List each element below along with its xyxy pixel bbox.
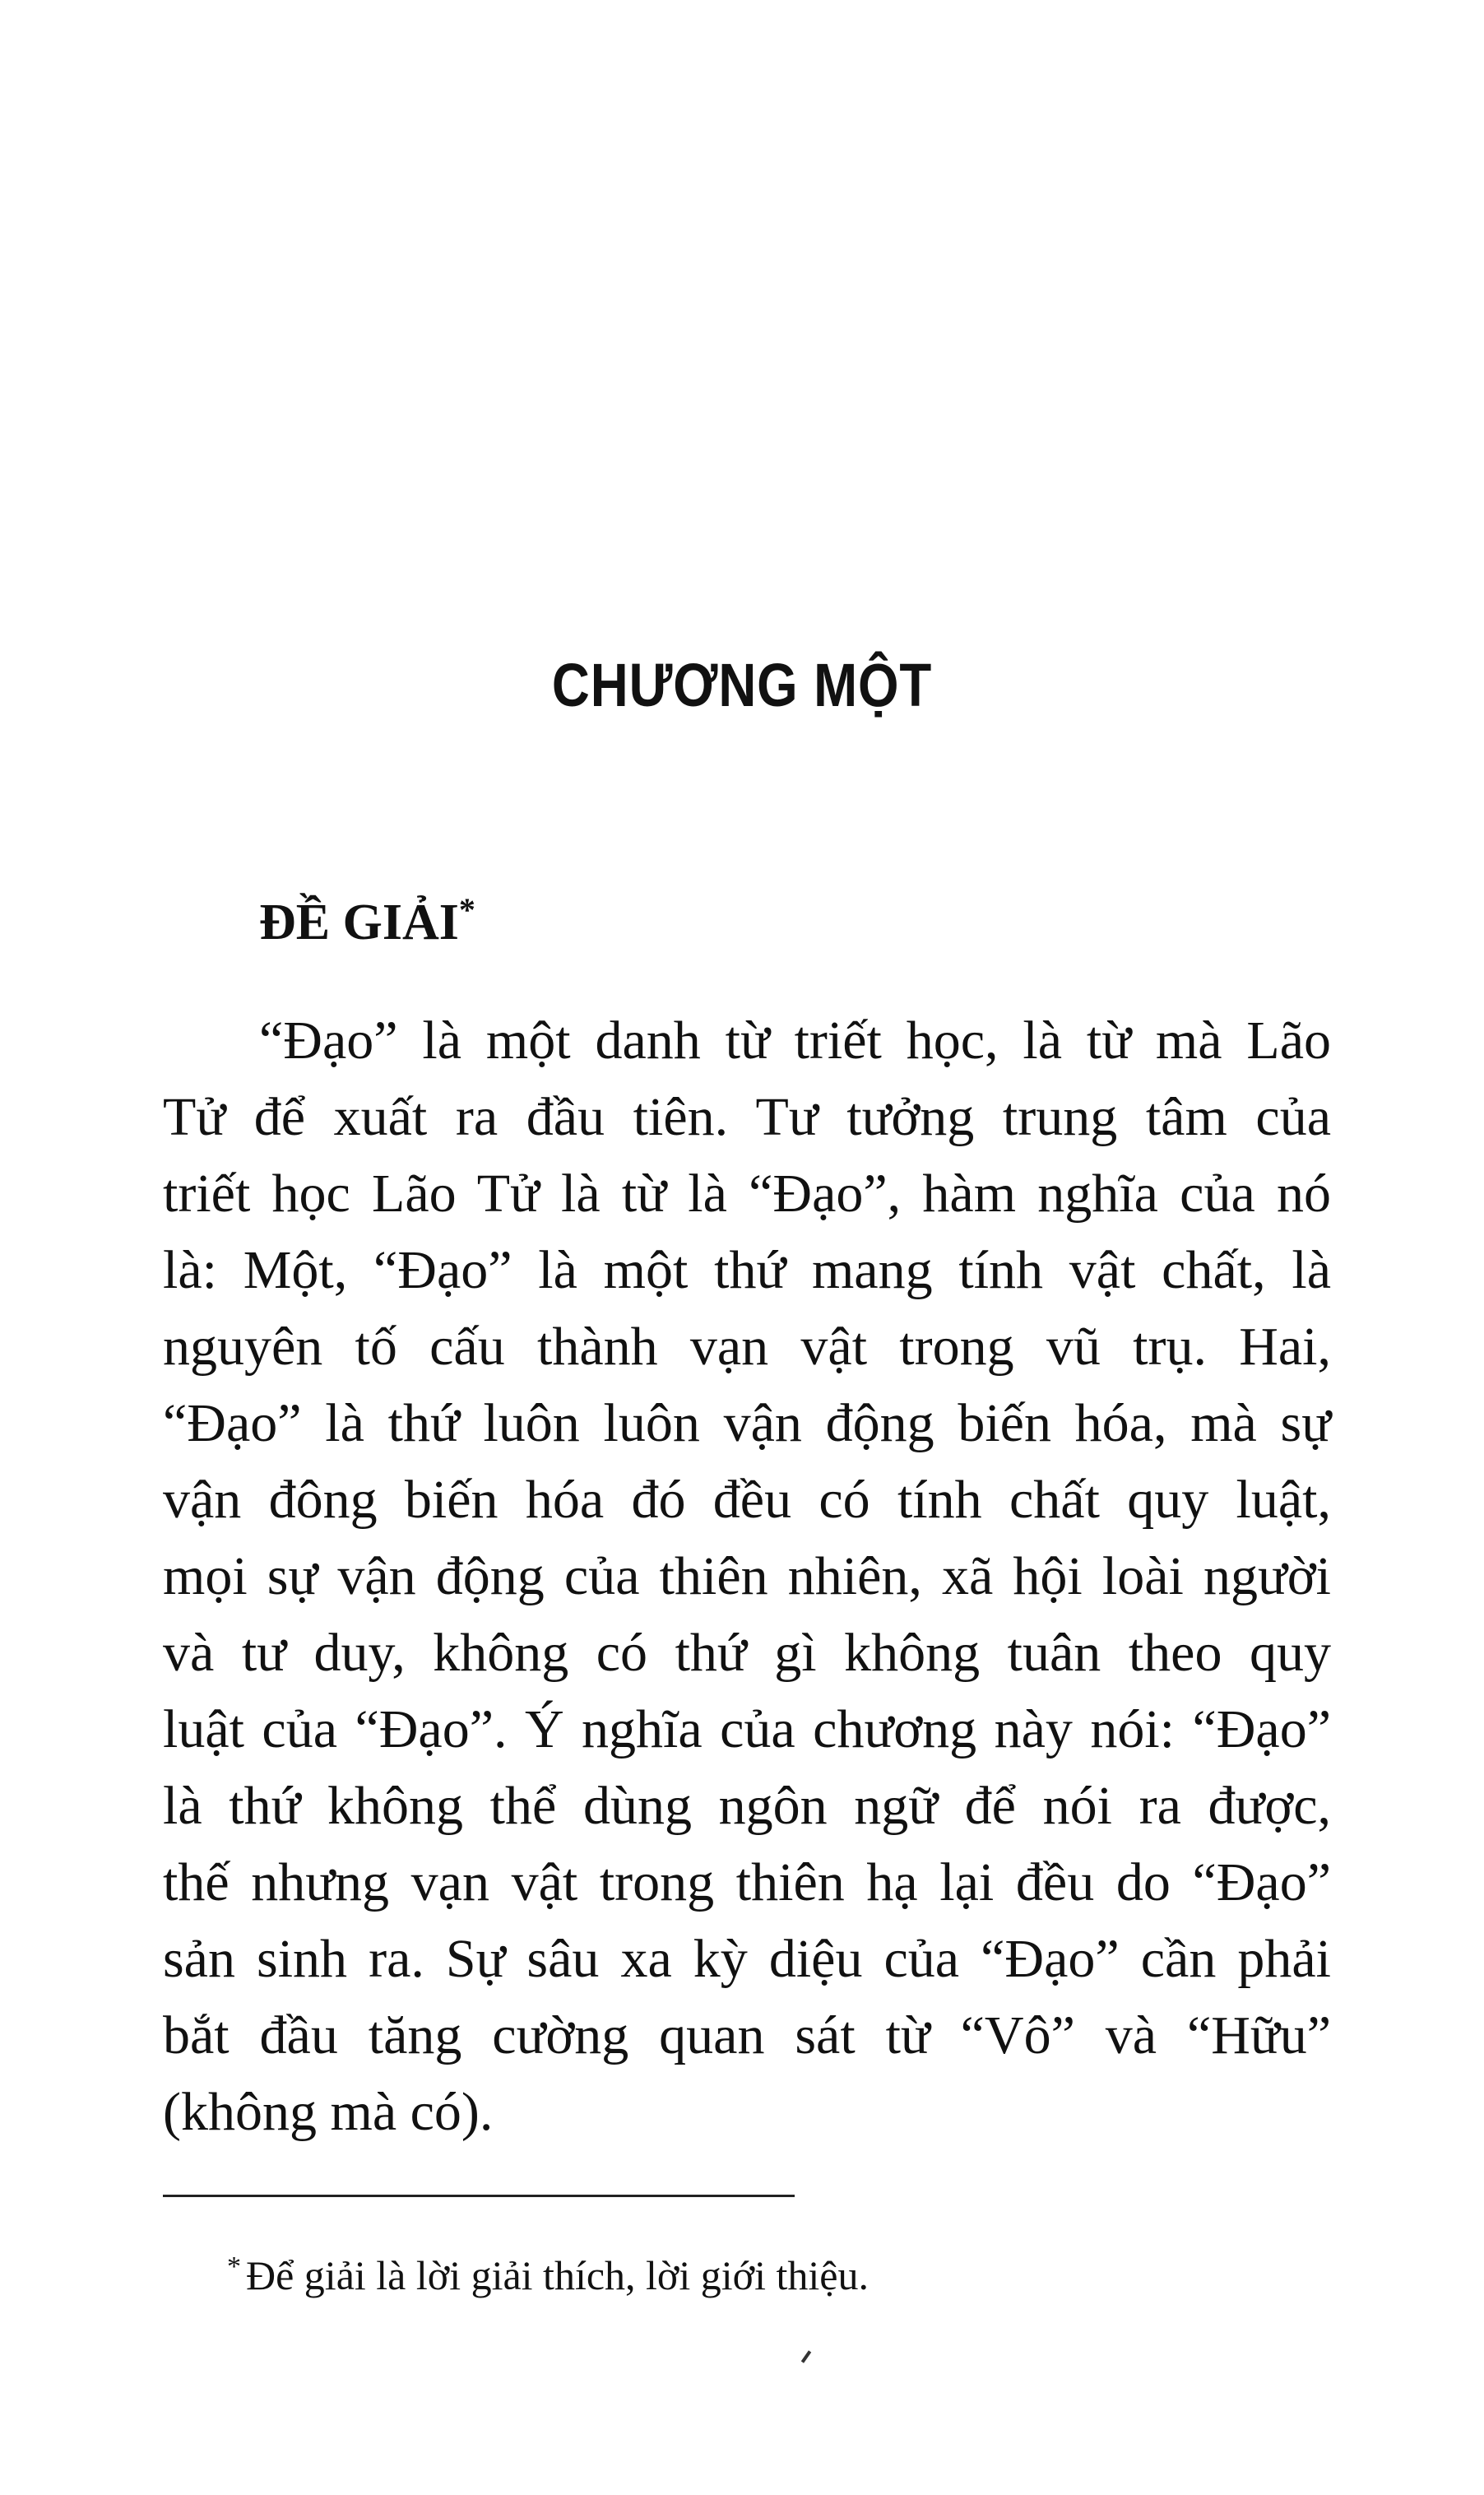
paragraph-line: “Đạo” là một danh từ triết học, là từ mà Lão [259, 1011, 1331, 1071]
paragraph-line: bắt đầu tăng cường quan sát từ “Vô” và “Hữu” [163, 2005, 1331, 2065]
paragraph-line: thế nhưng vạn vật trong thiên hạ lại đều do “Đạo” [163, 1852, 1331, 1912]
paragraph-line: là: Một, “Đạo” là một thứ mang tính vật chất, là [163, 1240, 1331, 1300]
paragraph-line: luật của “Đạo”. Ý nghĩa của chương này nói: “Đạo” [163, 1699, 1331, 1759]
footnote [227, 2251, 869, 2298]
page-mark [801, 2350, 811, 2363]
paragraph-line: (không mà có). [163, 2082, 494, 2142]
footnote-mark: * [227, 2251, 241, 2282]
chapter-title: CHƯƠNG MỘT [551, 651, 933, 719]
section-heading-text: ĐỀ GIẢI [259, 894, 459, 950]
section-heading [259, 891, 475, 950]
footnote-divider [163, 2195, 795, 2197]
paragraph-line: và tư duy, không có thứ gì không tuân theo quy [163, 1623, 1331, 1683]
paragraph-line: “Đạo” là thứ luôn luôn vận động biến hóa, mà sự [163, 1393, 1331, 1453]
paragraph-line: vận đông biến hóa đó đều có tính chất quy luật, [163, 1470, 1331, 1530]
paragraph-line: nguyên tố cấu thành vạn vật trong vũ trụ. Hai, [163, 1317, 1331, 1377]
footnote-text: Để giải là lời giải thích, lời giới thiệu. [246, 2252, 869, 2298]
footnote-reference-mark: * [458, 891, 475, 928]
paragraph-line: mọi sự vận động của thiên nhiên, xã hội loài người [163, 1546, 1331, 1606]
paragraph-line: triết học Lão Tử là từ là “Đạo”, hàm nghĩa của nó [163, 1164, 1331, 1224]
paragraph-line: sản sinh ra. Sự sâu xa kỳ diệu của “Đạo” cần phải [163, 1929, 1331, 1989]
paragraph-line: Tử để xuất ra đầu tiên. Tư tưởng trung tâm của [163, 1087, 1331, 1147]
paragraph-line: là thứ không thể dùng ngôn ngữ để nói ra được, [163, 1776, 1331, 1836]
